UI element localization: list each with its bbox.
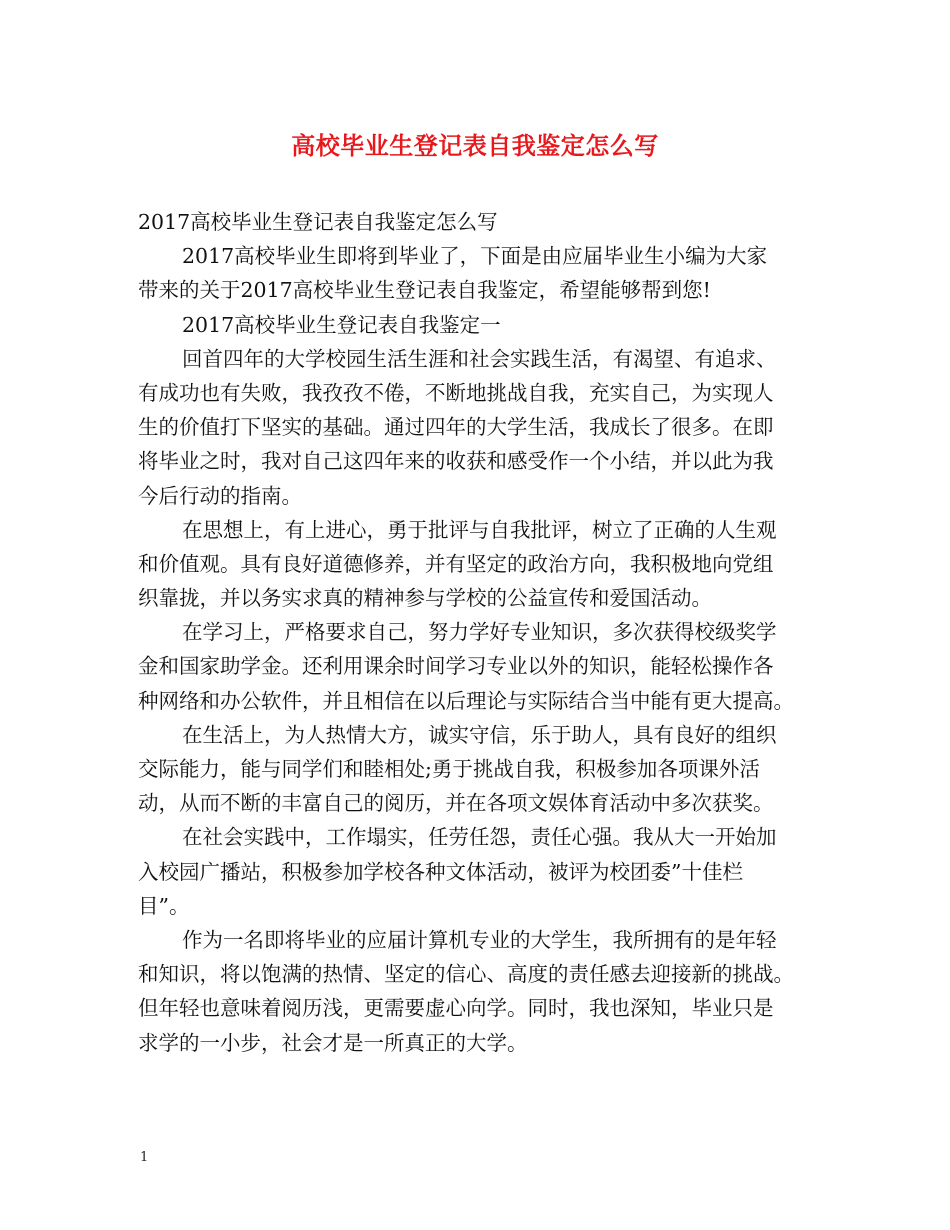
paragraph-line: 将毕业之时，我对自己这四年来的收获和感受作一个小结，并以此为我 [138,449,774,474]
document-body [138,205,818,1060]
paragraph [138,923,818,1060]
paragraph-line: 带来的关于2017高校毕业生登记表自我鉴定，希望能够帮到您! [138,278,711,303]
paragraph [138,718,818,821]
paragraph [138,342,818,513]
paragraph-line: 作为一名即将毕业的应届计算机专业的大学生，我所拥有的是年轻 [182,927,777,952]
page-number: 1 [140,1150,149,1165]
paragraph-line: 回首四年的大学校园生活生涯和社会实践生活，有渴望、有追求、 [182,346,777,371]
paragraph-line: 和知识，将以饱满的热情、坚定的信心、高度的责任感去迎接新的挑战。 [138,962,794,987]
paragraph-line: 在学习上，严格要求自己，努力学好专业知识，多次获得校级奖学 [182,620,777,645]
paragraph-line: 交际能力，能与同学们和睦相处;勇于挑战自我，积极参加各项课外活 [138,757,760,781]
paragraph-line: 2017高校毕业生登记表自我鉴定一 [182,312,501,337]
paragraph [138,513,818,616]
paragraph-line: 和价值观。具有良好道德修养，并有坚定的政治方向，我积极地向党组 [138,551,774,576]
paragraph-line: 在生活上，为人热情大方，诚实守信，乐于助人，具有良好的组织 [182,722,777,747]
paragraph-line: 金和国家助学金。还利用课余时间学习专业以外的知识，能轻松操作各 [138,654,774,679]
paragraph-line: 种网络和办公软件，并且相信在以后理论与实际结合当中能有更大提高。 [138,688,794,713]
paragraph-line: 在社会实践中，工作塌实，任劳任怨，责任心强。我从大一开始加 [182,825,777,850]
paragraph [138,615,818,718]
page-title: 高校毕业生登记表自我鉴定怎么写 [291,131,659,160]
paragraph-line: 目”。 [138,893,190,918]
paragraph-line: 动，从而不断的丰富自己的阅历，并在各项文娱体育活动中多次获奖。 [138,791,774,816]
paragraph [138,820,818,923]
paragraph [138,205,818,239]
paragraph-line: 今后行动的指南。 [138,483,302,508]
paragraph-line: 生的价值打下坚实的基础。通过四年的大学生活，我成长了很多。在即 [138,415,774,440]
paragraph-line: 2017高校毕业生登记表自我鉴定怎么写 [138,210,498,234]
paragraph-line: 入校园广播站，积极参加学校各种文体活动，被评为校团委”十佳栏 [138,859,743,884]
paragraph-line: 织靠拢，并以务实求真的精神参与学校的公益宣传和爱国活动。 [138,586,712,611]
paragraph-line: 2017高校毕业生即将到毕业了，下面是由应届毕业生小编为大家 [182,244,768,269]
paragraph-line: 在思想上，有上进心，勇于批评与自我批评，树立了正确的人生观 [182,517,777,542]
paragraph [138,308,818,342]
paragraph-line: 有成功也有失败，我孜孜不倦，不断地挑战自我，充实自己，为实现人 [138,380,774,405]
paragraph-line: 求学的一小步，社会才是一所真正的大学。 [138,1030,528,1055]
paragraph [138,239,818,307]
paragraph-line: 但年轻也意味着阅历浅，更需要虚心向学。同时，我也深知，毕业只是 [138,996,774,1021]
